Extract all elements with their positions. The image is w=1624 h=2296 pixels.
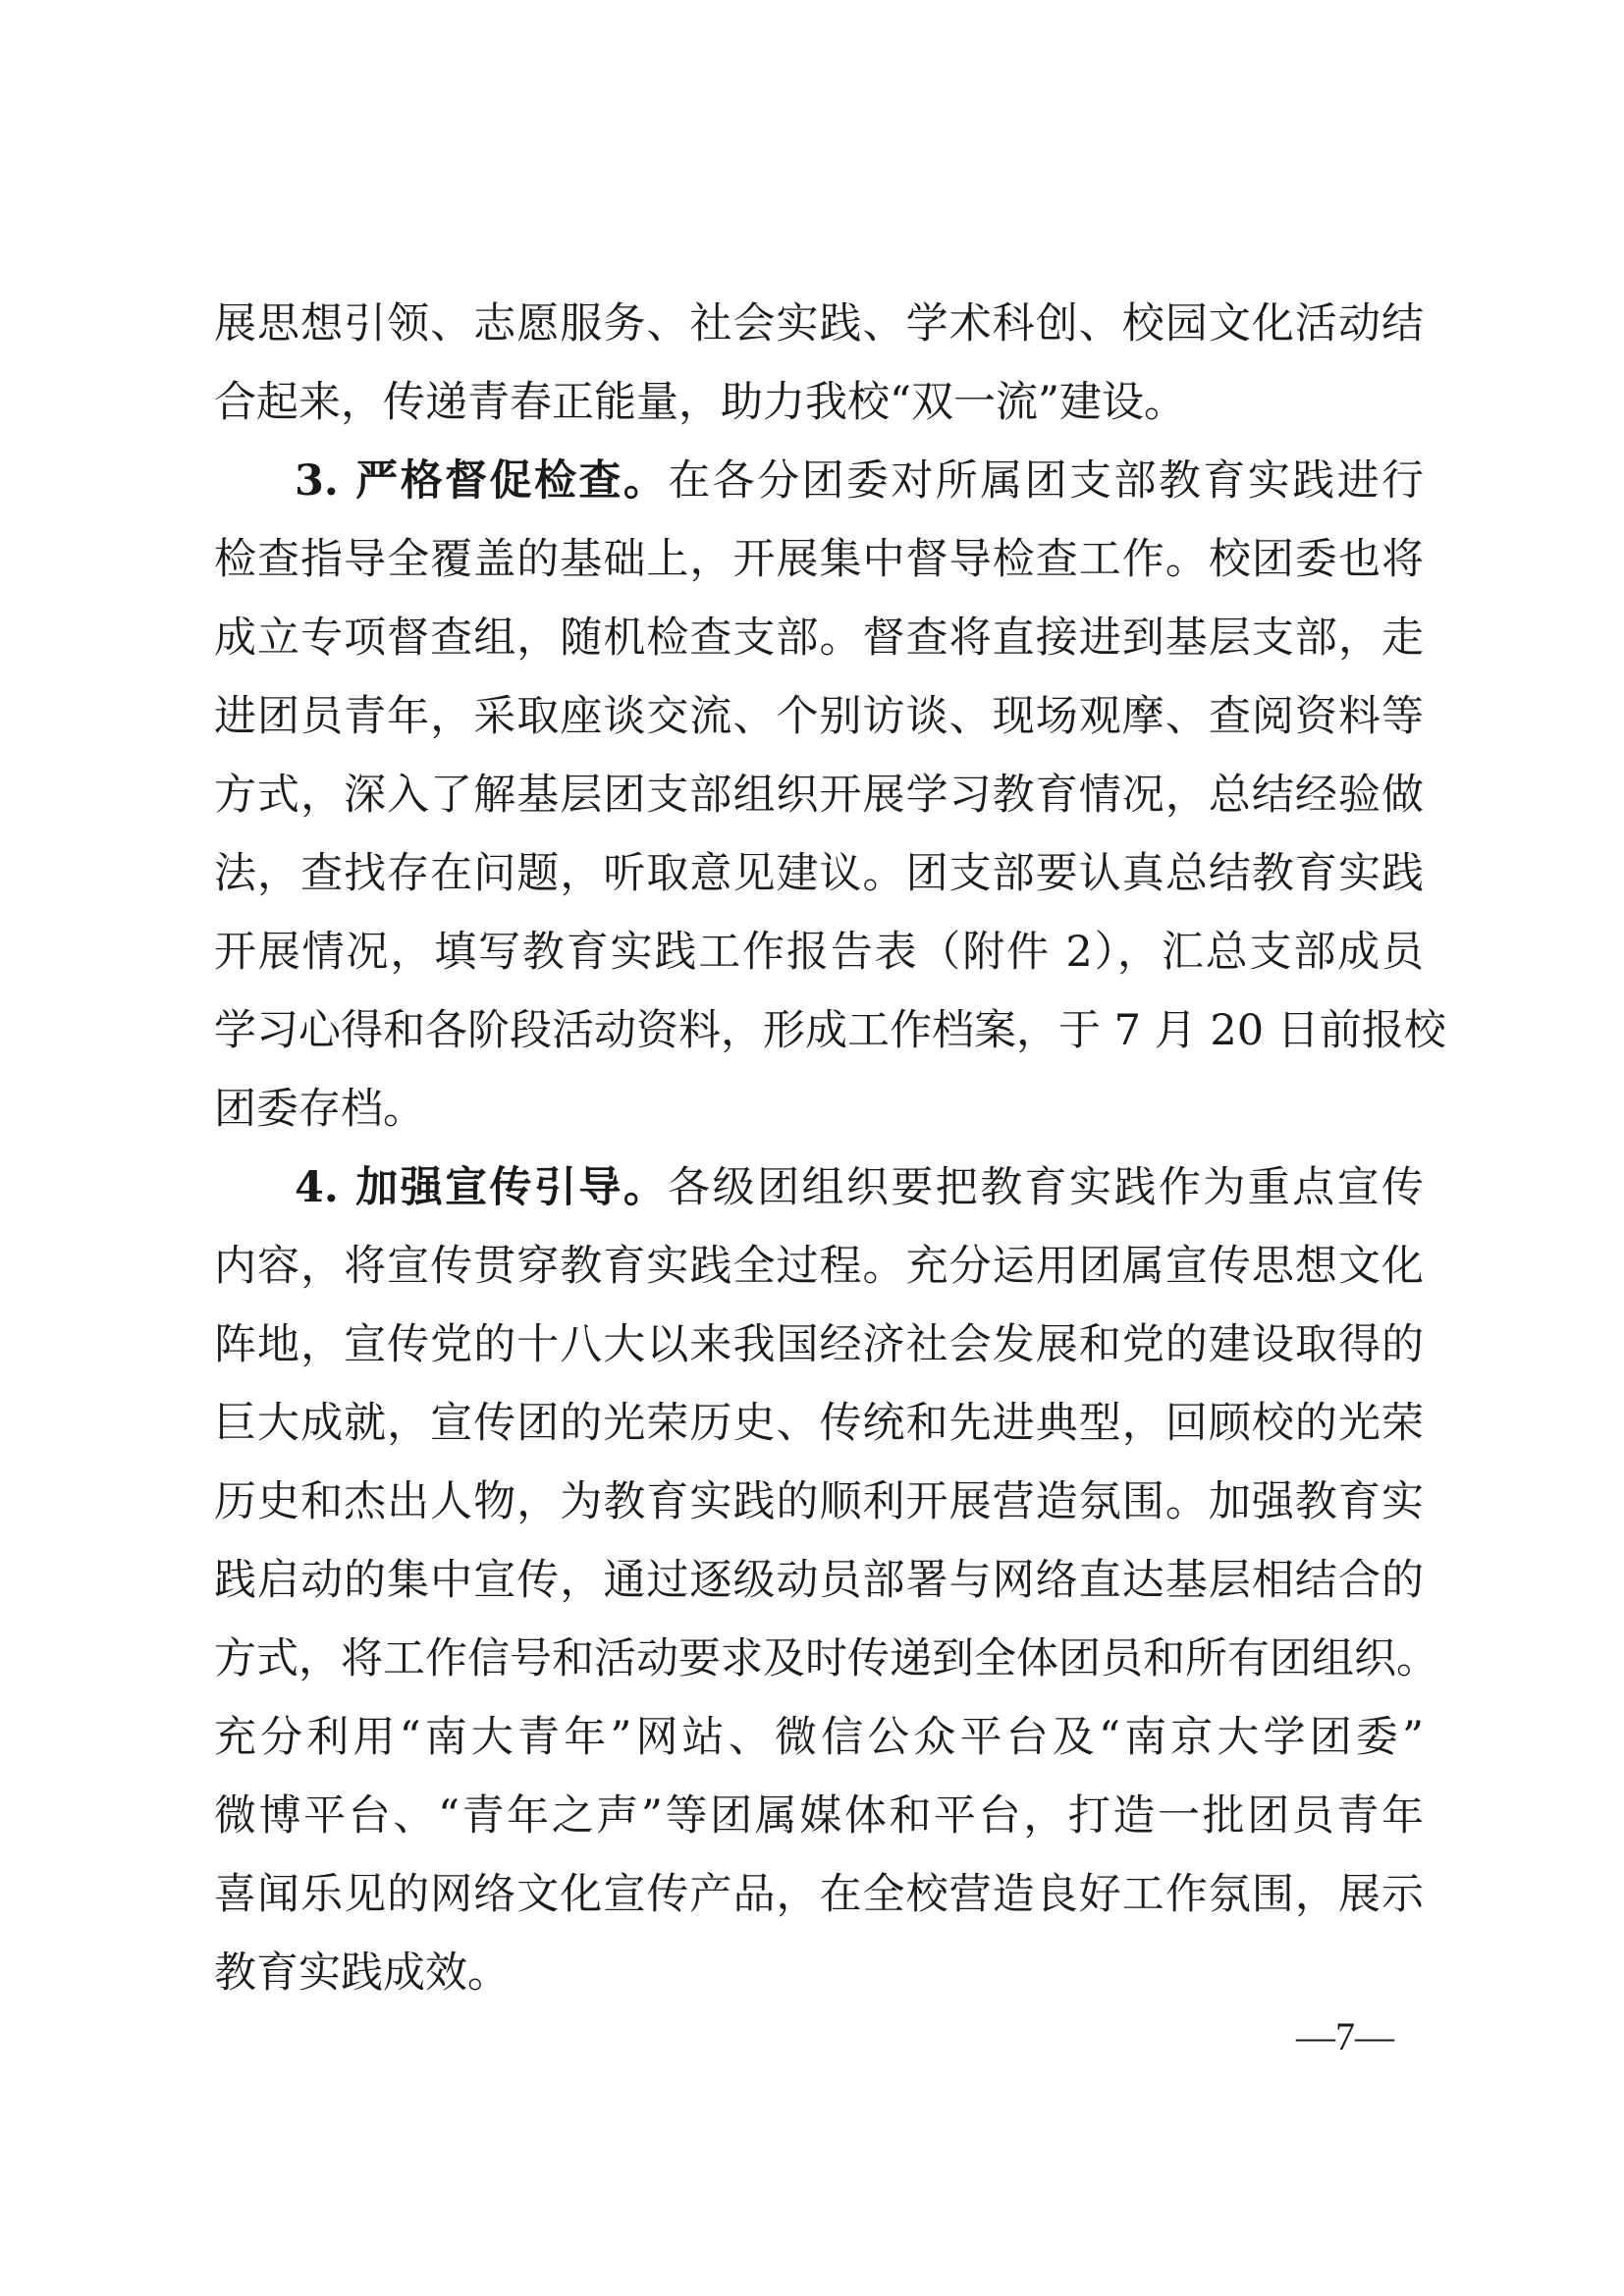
body-text-line: 展思想引领、志愿服务、社会实践、学术科创、校园文化活动结 bbox=[214, 299, 1424, 348]
body-text-line: 方式，深入了解基层团支部组织开展学习教育情况，总结经验做 bbox=[214, 771, 1424, 820]
body-text-line: 方式，将工作信号和活动要求及时传递到全体团员和所有团组织。 bbox=[214, 1634, 1438, 1683]
body-text-line: 践启动的集中宣传，通过逐级动员部署与网络直达基层相结合的 bbox=[214, 1556, 1424, 1605]
body-text-line: 喜闻乐见的网络文化宣传产品，在全校营造良好工作氛围，展示 bbox=[214, 1870, 1424, 1919]
body-text-line: 法，查找存在问题，听取意见建议。团支部要认真总结教育实践 bbox=[214, 849, 1424, 898]
body-text-line: 充分利用“南大青年”网站、微信公众平台及“南京大学团委” bbox=[214, 1713, 1424, 1762]
body-text-line: 微博平台、“青年之声”等团属媒体和平台，打造一批团员青年 bbox=[214, 1791, 1424, 1841]
body-text-line: 团委存档。 bbox=[214, 1085, 425, 1134]
body-text-line: 进团员青年，采取座谈交流、个别访谈、现场观摩、查阅资料等 bbox=[214, 692, 1424, 741]
paragraph-heading-line bbox=[295, 1148, 1424, 1227]
body-text-line: 教育实践成效。 bbox=[214, 1949, 510, 1998]
body-text-line: 成立专项督查组，随机检查支部。督查将直接进到基层支部，走 bbox=[214, 614, 1424, 663]
body-text-line: 合起来，传递青春正能量，助力我校“双一流”建设。 bbox=[214, 378, 1186, 427]
body-text-line: 阵地，宣传党的十八大以来我国经济社会发展和党的建设取得的 bbox=[214, 1320, 1424, 1369]
body-text-line: 巨大成就，宣传团的光荣历史、传统和先进典型，回顾校的光荣 bbox=[214, 1399, 1424, 1448]
body-text-line: 开展情况，填写教育实践工作报告表（附件 2），汇总支部成员 bbox=[214, 928, 1424, 977]
body-text: 在各分团委对所属团支部教育实践进行 bbox=[668, 456, 1424, 506]
paragraph-heading-line bbox=[295, 442, 1424, 520]
body-text-line: 历史和杰出人物，为教育实践的顺利开展营造氛围。加强教育实 bbox=[214, 1477, 1424, 1526]
body-text: 各级团组织要把教育实践作为重点宣传 bbox=[668, 1163, 1424, 1212]
body-text-line: 内容，将宣传贯穿教育实践全过程。充分运用团属宣传思想文化 bbox=[214, 1242, 1424, 1291]
section-heading-4: 4. 加强宣传引导。 bbox=[295, 1163, 669, 1212]
body-text-line: 检查指导全覆盖的基础上，开展集中督导检查工作。校团委也将 bbox=[214, 535, 1424, 584]
page-number: —7— bbox=[1296, 2014, 1394, 2058]
section-heading-3: 3. 严格督促检查。 bbox=[295, 456, 669, 506]
body-text-line: 学习心得和各阶段活动资料，形成工作档案，于 7 月 20 日前报校 bbox=[214, 1006, 1446, 1055]
